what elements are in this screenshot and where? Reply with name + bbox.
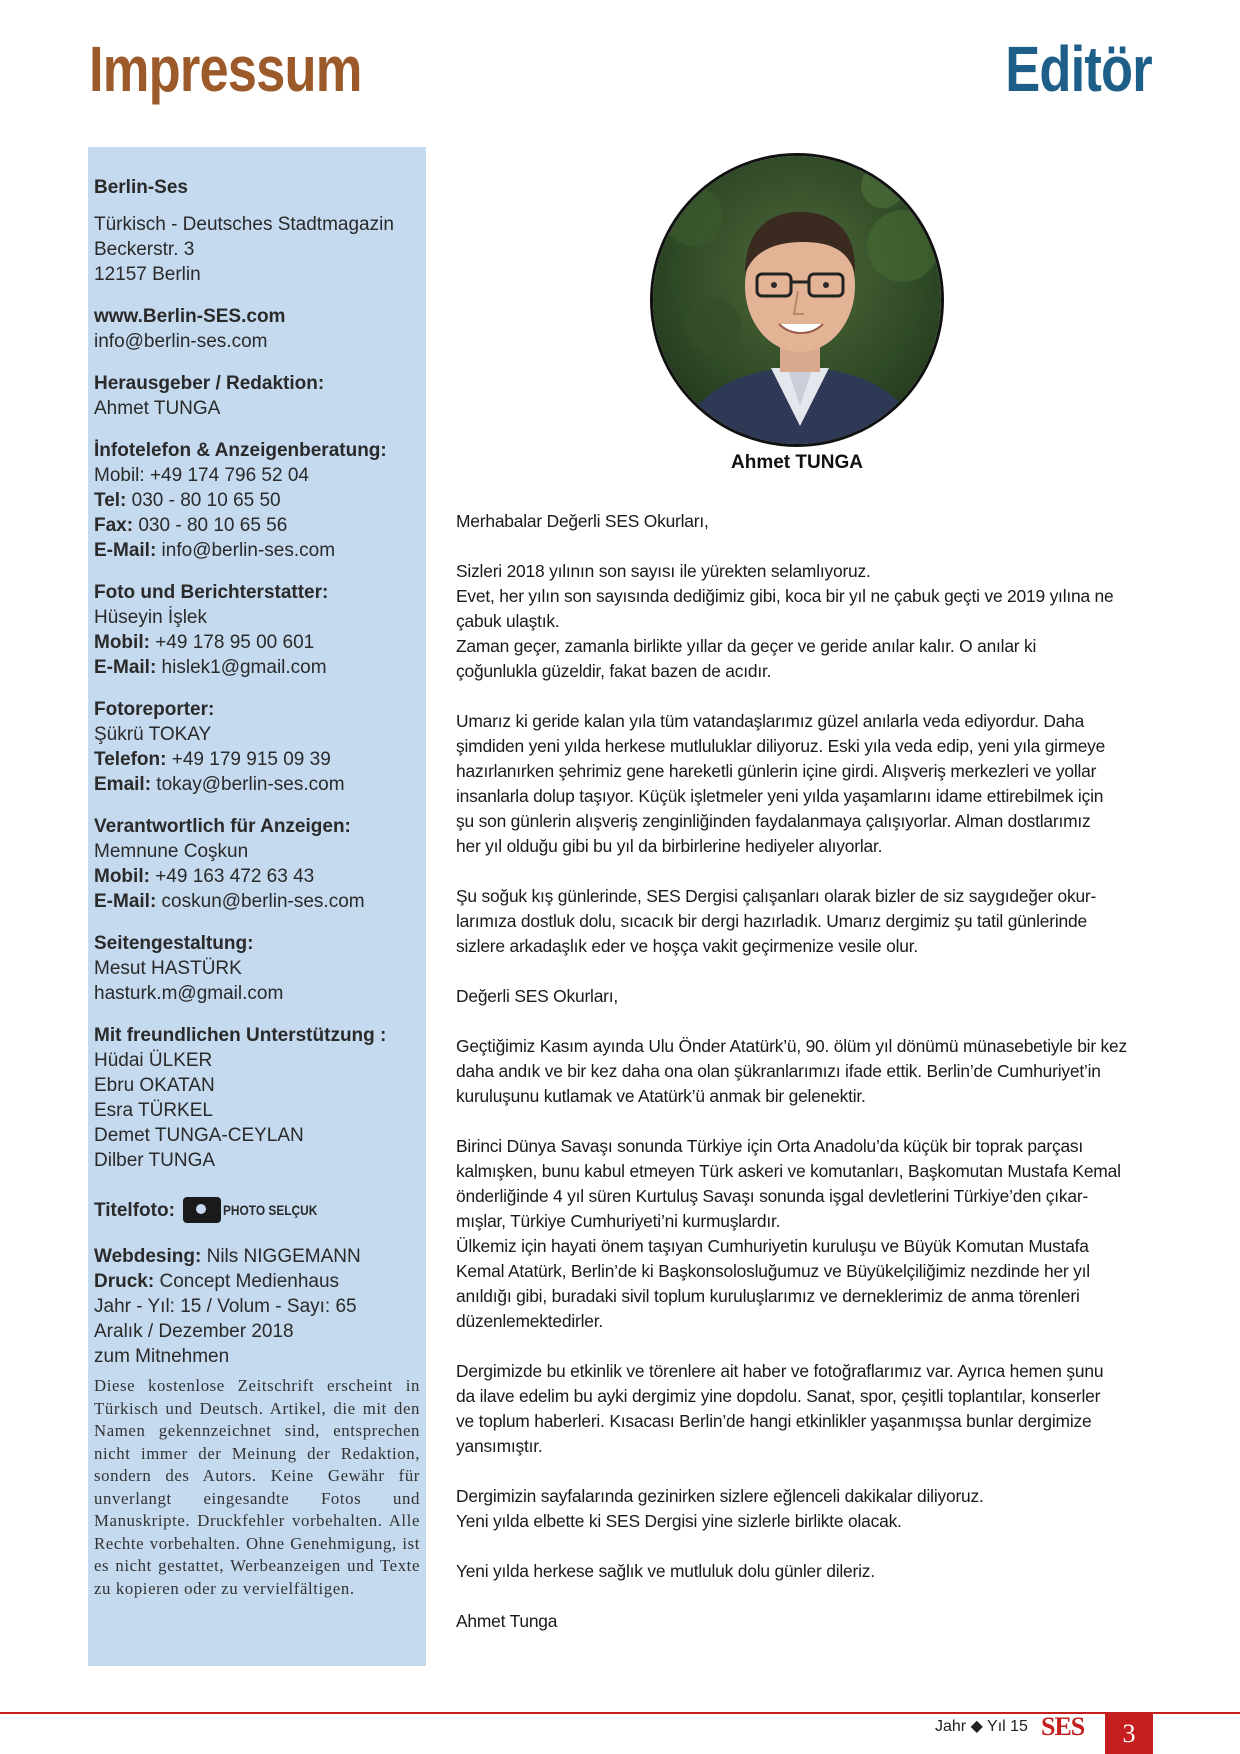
letter-line: kalmışken, bunu kabul etmeyen Türk askeri ve komutanları, Başkomutan Mustafa Kemal xyxy=(456,1161,1121,1181)
foto-block xyxy=(94,580,420,680)
letter-line: hazırlanırken şehrimiz gene hareketli günlerin içine girdi. Alışveriş merkezleri ve yollar xyxy=(456,761,1097,781)
footer-issue-label: Jahr ◆ Yıl 15 xyxy=(935,1718,1028,1735)
letter-line: her yıl olduğu gibi bu yıl da birbirlerine hediyeler alıyorlar. xyxy=(456,836,883,856)
email-value[interactable]: coskun@berlin-ses.com xyxy=(156,891,365,912)
editor-letter xyxy=(456,509,1168,1659)
email-value[interactable]: info@berlin-ses.com xyxy=(156,540,336,561)
letter-line: daha andık ve bir kez daha ona olan şükranlarımızı ifade ettik. Berlin’de Cumhuriyet’in xyxy=(456,1061,1101,1081)
letter-line: larımıza dostluk dolu, sıcacık bir dergi hazırladık. Umarız dergimiz şu tatil günlerinde xyxy=(456,911,1087,931)
anzeigen-mobil xyxy=(94,864,420,889)
infotelefon-title: İnfotelefon & Anzeigenberatung: xyxy=(94,440,387,461)
photo-selcuk-logo xyxy=(183,1197,334,1223)
seitengestaltung-title: Seitengestaltung: xyxy=(94,933,254,954)
fotoreporter-email xyxy=(94,772,420,797)
infotelefon-tel xyxy=(94,488,420,513)
letter-line: Dergimizin sayfalarında gezinirken sizlere eğlenceli dakikalar diliyoruz. xyxy=(456,1486,984,1506)
letter-paragraph xyxy=(456,509,1168,534)
magazine-city: 12157 Berlin xyxy=(94,264,201,285)
date-line: Aralık / Dezember 2018 xyxy=(94,1321,294,1342)
letter-line: Birinci Dünya Savaşı sonunda Türkiye için Orta Anadolu’da küçük bir toprak parçası xyxy=(456,1136,1084,1156)
infotelefon-email xyxy=(94,538,420,563)
letter-paragraph xyxy=(456,884,1168,959)
fotoreporter-title: Fotoreporter: xyxy=(94,699,215,720)
herausgeber-name: Ahmet TUNGA xyxy=(94,398,221,419)
letter-line: düzenlemektedirler. xyxy=(456,1311,604,1331)
foto-mobil xyxy=(94,630,420,655)
telefon-value: +49 179 915 09 39 xyxy=(166,749,331,770)
letter-line: insanlarla dolup taşıyor. Küçük işletmeler yeni yılda yaşamlarını idame ettirebilmek için xyxy=(456,786,1104,806)
letter-line: önderliğinde 4 yıl süren Kurtuluş Savaşı sonunda işgal devletlerini Türkiye’den çıkar- xyxy=(456,1186,1089,1206)
magazine-street: Beckerstr. 3 xyxy=(94,239,195,260)
letter-line: kuruluşunu kutlamak ve Atatürk’ü anmak bir gelenektir. xyxy=(456,1086,866,1106)
unterstuetzung-block xyxy=(94,1023,420,1173)
letter-paragraph xyxy=(456,1559,1168,1584)
mobil-label: Mobil: xyxy=(94,866,150,887)
editor-heading: Editör xyxy=(1005,33,1152,105)
letter-line: Sizleri 2018 yılının son sayısı ile yürekten selamlıyoruz. xyxy=(456,561,871,581)
infotelefon-block xyxy=(94,438,420,563)
fotoreporter-telefon xyxy=(94,747,420,772)
web-info xyxy=(94,304,420,354)
infotelefon-fax xyxy=(94,513,420,538)
signature-line: Ahmet Tunga xyxy=(456,1611,558,1631)
letter-line: Zaman geçer, zamanla birlikte yıllar da geçer ve geride anılar kalır. O anılar ki xyxy=(456,636,1037,656)
supporter-name: Dilber TUNGA xyxy=(94,1150,216,1171)
webdesing-label: Webdesing: xyxy=(94,1246,202,1267)
letter-line: şu son günlerin alışveriş zenginliğinden faydalanmaya çalışıyorlar. Alman dostlarımız xyxy=(456,811,1091,831)
anzeigen-title: Verantwortlich für Anzeigen: xyxy=(94,816,351,837)
email-label: E-Mail: xyxy=(94,657,157,678)
letter-line: yansımıştır. xyxy=(456,1436,543,1456)
letter-signature xyxy=(456,1609,1168,1634)
impressum-heading: Impressum xyxy=(89,33,362,105)
letter-paragraph xyxy=(456,984,1168,1009)
supporter-name: Ebru OKATAN xyxy=(94,1075,215,1096)
letter-line: Umarız ki geride kalan yıla tüm vatandaşlarımız güzel anılarla veda ediyordur. Daha xyxy=(456,711,1085,731)
magazine-info xyxy=(94,175,420,287)
supporter-name: Demet TUNGA-CEYLAN xyxy=(94,1125,304,1146)
editor-portrait-photo xyxy=(650,153,944,447)
fax-value: 030 - 80 10 65 56 xyxy=(133,515,288,536)
letter-paragraph xyxy=(456,1134,1168,1334)
herausgeber-title: Herausgeber / Redaktion: xyxy=(94,373,325,394)
mobil-value: +49 178 95 00 601 xyxy=(149,632,315,653)
telefon-label: Telefon: xyxy=(94,749,167,770)
impressum-sidebar xyxy=(88,147,426,1666)
website-link[interactable]: www.Berlin-SES.com xyxy=(94,306,286,327)
email-value[interactable]: tokay@berlin-ses.com xyxy=(151,774,345,795)
camera-icon xyxy=(183,1197,221,1223)
letter-line: ve toplum haberleri. Kısacası Berlin’de hangi etkinlikler yaşanmışsa bunlar dergimize xyxy=(456,1411,1092,1431)
mobil-value: +49 163 472 63 43 xyxy=(149,866,315,887)
foto-email xyxy=(94,655,420,680)
email-label: Email: xyxy=(94,774,152,795)
letter-line: Evet, her yılın son sayısında dediğimiz gibi, koca bir yıl ne çabuk geçti ve 2019 yılına ne xyxy=(456,586,1114,606)
letter-line: Yeni yılda herkese sağlık ve mutluluk dolu günler dileriz. xyxy=(456,1561,875,1581)
seitengestaltung-block xyxy=(94,931,420,1006)
ses-logo: SES xyxy=(1041,1712,1085,1741)
tel-label: Tel: xyxy=(94,490,127,511)
email-label: E-Mail: xyxy=(94,891,157,912)
info-email-link[interactable]: info@berlin-ses.com xyxy=(94,331,268,352)
fax-label: Fax: xyxy=(94,515,134,536)
supporter-name: Hüdai ÜLKER xyxy=(94,1050,213,1071)
editor-photo-caption: Ahmet TUNGA xyxy=(731,452,863,473)
letter-line: sizlere arkadaşlık eder ve hoşça vakit geçirmenize vesile olur. xyxy=(456,936,918,956)
webdesing-value: Nils NIGGEMANN xyxy=(201,1246,361,1267)
disclaimer-text: Diese kostenlose Zeitschrift erscheint in Türkisch und Deutsch. Artikel, die mit den Namen gekennzeichnet sind, entsprechen nicht immer der Meinung der Redaktion, sondern des Autors. Keine Gewähr für unverlangt eingesandte Fotos und Manuskripte. Druckfehler vorbehalten. Alle Rechte vorbehalten. Ohne Genehmigung, ist es nicht gestattet, Werbeanzeigen und Texte zu kopieren oder zu vervielfältigen. xyxy=(94,1376,420,1598)
letter-line: Geçtiğimiz Kasım ayında Ulu Önder Atatürk’ü, 90. ölüm yıl dönümü münasebetiyle bir kez xyxy=(456,1036,1128,1056)
anzeigen-block xyxy=(94,814,420,914)
anzeigen-name: Memnune Coşkun xyxy=(94,841,249,862)
magazine-subtitle: Türkisch - Deutsches Stadtmagazin xyxy=(94,214,394,235)
anzeigen-email xyxy=(94,889,420,914)
foto-name: Hüseyin İşlek xyxy=(94,607,207,628)
page-number: 3 xyxy=(1105,1714,1153,1754)
infotelefon-mobil: Mobil: +49 174 796 52 04 xyxy=(94,465,309,486)
letter-line: şimdiden yeni yılda herkese mutluluklar diliyoruz. Eski yıla veda edip, yeni yıla girmeye xyxy=(456,736,1106,756)
fotoreporter-name: Şükrü TOKAY xyxy=(94,724,212,745)
tel-value: 030 - 80 10 65 50 xyxy=(126,490,281,511)
herausgeber-block xyxy=(94,371,420,421)
unterstuetzung-title: Mit freundlichen Unterstützung : xyxy=(94,1025,387,1046)
letter-line: Merhabalar Değerli SES Okurları, xyxy=(456,511,709,531)
letter-paragraph xyxy=(456,1359,1168,1459)
letter-line: Ülkemiz için hayati önem taşıyan Cumhuriyetin kuruluşu ve Büyük Komutan Mustafa xyxy=(456,1236,1089,1256)
issue-line: Jahr - Yıl: 15 / Volum - Sayı: 65 xyxy=(94,1296,357,1317)
mobil-label: Mobil: xyxy=(94,632,150,653)
pickup-line: zum Mitnehmen xyxy=(94,1346,230,1367)
letter-line: çabuk ulaştık. xyxy=(456,611,560,631)
letter-line: da ilave edelim bu ayki dergimiz yine dopdolu. Sanat, spor, çeşitli toplantılar, konserler xyxy=(456,1386,1101,1406)
email-label: E-Mail: xyxy=(94,540,157,561)
letter-line: Şu soğuk kış günlerinde, SES Dergisi çalışanları olarak bizler de siz saygıdeğer okur- xyxy=(456,886,1097,906)
letter-line: Dergimizde bu etkinlik ve törenlere ait haber ve fotoğraflarımız var. Ayrıca hemen şunu xyxy=(456,1361,1104,1381)
seitengestaltung-name: Mesut HASTÜRK xyxy=(94,958,242,979)
letter-line: Değerli SES Okurları, xyxy=(456,986,619,1006)
druck-line xyxy=(94,1269,420,1294)
druck-label: Druck: xyxy=(94,1271,155,1292)
webdesing-line xyxy=(94,1244,420,1269)
supporter-name: Esra TÜRKEL xyxy=(94,1100,213,1121)
letter-paragraph xyxy=(456,1484,1168,1534)
photo-selcuk-logo-text: PHOTO SELÇUK xyxy=(222,1201,318,1218)
letter-paragraph xyxy=(456,1034,1168,1109)
portrait-image xyxy=(653,156,944,447)
druck-value: Concept Medienhaus xyxy=(154,1271,340,1292)
titelfoto-row xyxy=(94,1190,420,1230)
letter-line: çoğunlukla güzeldir, fakat bazen de acıdır. xyxy=(456,661,772,681)
email-value[interactable]: hislek1@gmail.com xyxy=(156,657,327,678)
titelfoto-label: Titelfoto: xyxy=(94,1199,175,1221)
letter-paragraph xyxy=(456,709,1168,859)
letter-line: Kemal Atatürk, Berlin’de ki Başkonsolosluğumuz ve Büyükelçiliğimiz nezdinde her yıl xyxy=(456,1261,1090,1281)
letter-paragraph xyxy=(456,559,1168,684)
magazine-name: Berlin-Ses xyxy=(94,177,188,198)
seitengestaltung-email[interactable]: hasturk.m@gmail.com xyxy=(94,983,284,1004)
fotoreporter-block xyxy=(94,697,420,797)
production-block xyxy=(94,1244,420,1369)
letter-line: Yeni yılda elbette ki SES Dergisi yine sizlerle birlikte olacak. xyxy=(456,1511,902,1531)
foto-title: Foto und Berichterstatter: xyxy=(94,582,329,603)
letter-line: mışlar, Türkiye Cumhuriyeti’ni kurmuşlardır. xyxy=(456,1211,781,1231)
letter-line: anıldığı gibi, buradaki sivil toplum kuruluşlarımız ve derneklerimiz de anma törenleri xyxy=(456,1286,1080,1306)
